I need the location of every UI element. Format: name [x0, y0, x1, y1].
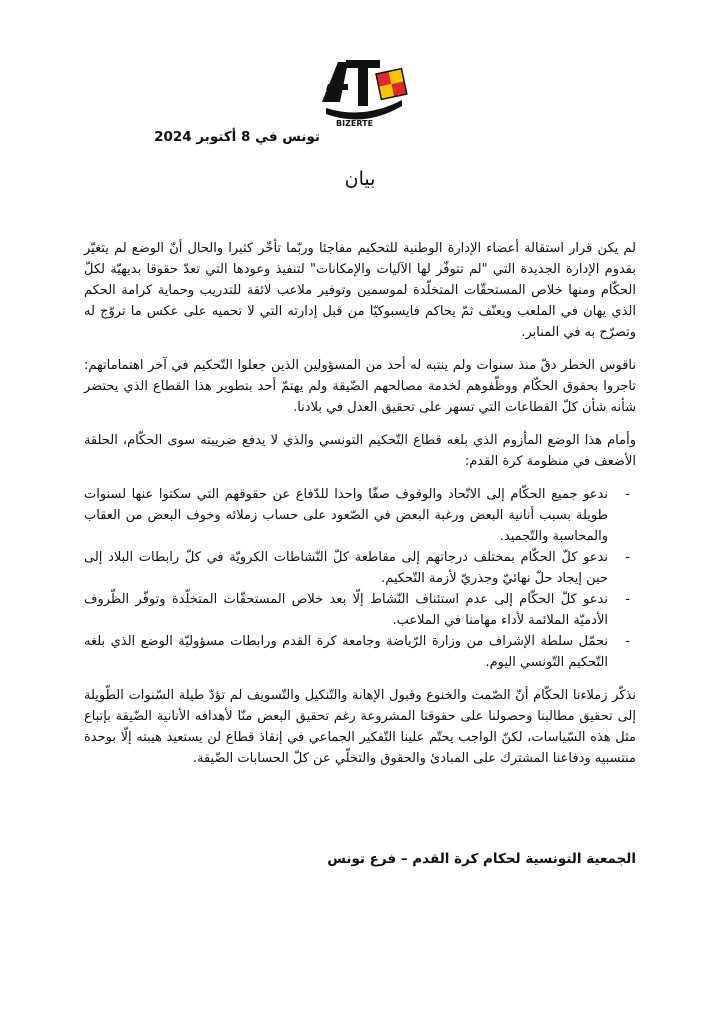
logo-checker-flag [376, 69, 407, 100]
document-title: بيان [344, 168, 376, 190]
logo-letter-a [322, 62, 348, 102]
demands-list [84, 484, 636, 673]
demand-item: - ندعو كلّ الحكّام بمختلف درجاتهم إلى مقاطعة كلّ النّشاطات الكرويّة في كلّ رابطات البلاد إلى حين إيجاد حلّ نهائيّ وجذريّ لأزمة التّحكيم. [84, 547, 618, 589]
demand-item: - نحمّل سلطة الإشراف من وزارة الرّياضة وجامعة كرة القدم ورابطات مسؤوليّة الوضع الذي بلغه التّحكيم التّونسي اليوم. [84, 631, 618, 673]
paragraph-situation: وأمام هذا الوضع المأزوم الذي بلغه قطاع التّحكيم التونسي والذي لا يدفع ضريبته سوى الحكّام، الحلقة الأضعف في منظومة كرة القدم: [84, 433, 636, 469]
demand-item: - ندعو كلّ الحكّام إلى عدم استئناف النّشاط إلّا بعد خلاص المستحقّات المتخلّدة وتوفّر الظّروف الأدميّة الملائمة لأداء مهامنا في الملاعب. [84, 589, 618, 631]
paragraph-warning: ناقوس الخطر دقّ منذ سنوات ولم ينتبه له أحد من المسؤولين الذين جعلوا التّحكيم في آخر اهتماماتهم: تاجروا بحقوق الحكّام ووظّفوهم لخدمة مصالحهم الضّيقة ولم يهتمّ أحد بتطوير هذا القطاع الذي يحتضر شأنه شأن كلّ القطاعات التي تسهر على تحقيق العدل في بلادنا. [84, 358, 636, 415]
logo-letter-t-stem [358, 60, 368, 106]
demand-item: - ندعو جميع الحكّام إلى الاتّحاد والوقوف صفّا واحدا للدّفاع عن حقوقهم التي سكتوا عنها لسنوات طويلة بسبب أنانية البعض ورغبة البعض في الصّعود على حساب زملائه وخوف البعض من العقاب والمحاسبة والتّجميد. [84, 484, 618, 547]
paragraph-intro: لم يكن قرار استقالة أعضاء الإدارة الوطنية للتحكيم مفاجئا وربّما تأخّر كثيرا والحال أنّ الوضع لم يتغيّر بقدوم الإدارة الجديدة التي "لم تتوفّر لها الآليات والإمكانات" لتنفيذ وعودها التي تعدّ حقوقا بديهيّة لكلّ الحكّام ومنها خلاص المستحقّات المتخلّدة لموسمين وتوفير ملاعب لائقة للتدريب وحماية كرامة الحكم الذي يهان في الملعب ويعنّف ثمّ يحاكم فايسبوكيّا من قبل إدارته التي لا تحميه على عكس ما تروّج له وتصرّح به في المنابر. [84, 241, 636, 340]
club-logo [318, 50, 410, 128]
logo-subtitle: BIZERTE [336, 119, 374, 128]
logo-letter-a-bar [326, 84, 348, 90]
paragraph-closing: نذكّر زملاءنا الحكّام أنّ الصّمت والخنوع وقبول الإهانة والتّنكيل والتّسويف لم تؤدّ طيلة السّنوات الطّويلة إلى تحقيق مطالبنا وحصولنا على حقوقنا المشروعة رغم تحقيق البعض منّا لأهدافه الأنانية الضّيقة بإتباع مثل هذه السّياسات، لكنّ الواجب يحتّم علينا التّفكير الجماعي في إنقاذ قطاع لن يستعيد هيبته إلّا بوحدة منتسبيه ودفاعنا المشترك على المبادئ والحقوق والتخلّي عن كلّ الحسابات الضّيقة. [84, 688, 636, 766]
document-body [84, 238, 636, 781]
document-date: تونس في 8 أكتوبر 2024 [154, 129, 320, 145]
document-signature: الجمعية التونسية لحكام كرة القدم – فرع تونس [327, 851, 636, 867]
